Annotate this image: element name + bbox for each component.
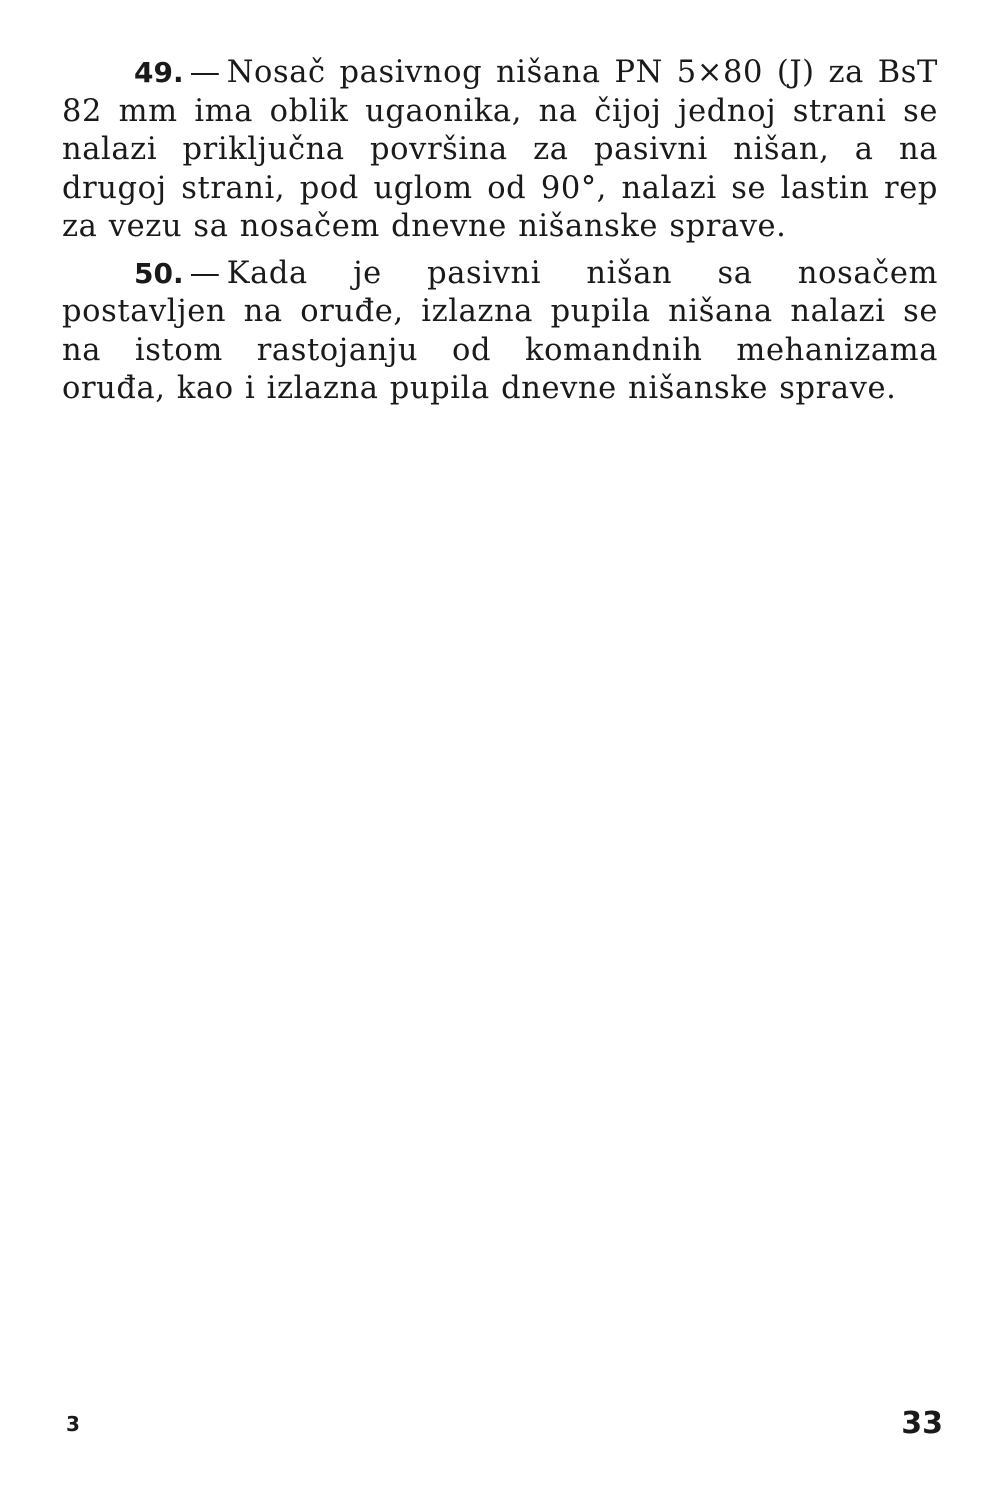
em-dash: —: [189, 255, 221, 291]
paragraph-text: Kada je pasivni nišan sa nosačem postavljen na oruđe, izlazna pupila nišana nalazi se na istom rastojanju od komandnih mehanizama oruđa, kao i izlazna pupila dnevne nišanske sprave.: [62, 255, 938, 406]
paragraph-50: [62, 255, 938, 409]
paragraph-number: 49.: [134, 56, 184, 89]
paragraph-49: [62, 54, 938, 247]
signature-mark: 3: [66, 1412, 80, 1436]
paragraph-number: 50.: [134, 256, 184, 290]
paragraph-text: Nosač pasivnog nišana PN 5×80 (J) za BsT 82 mm ima oblik ugaonika, na čijoj jednoj strani se nalazi priključna površina za pasivni nišan, a na drugoj strani, pod uglom od 90°, nalazi se lastin rep za vezu sa nosačem dnevne nišanske sprave.: [62, 55, 938, 244]
page-number: 33: [901, 1406, 943, 1441]
em-dash: —: [189, 55, 221, 90]
page-body: [62, 54, 938, 417]
